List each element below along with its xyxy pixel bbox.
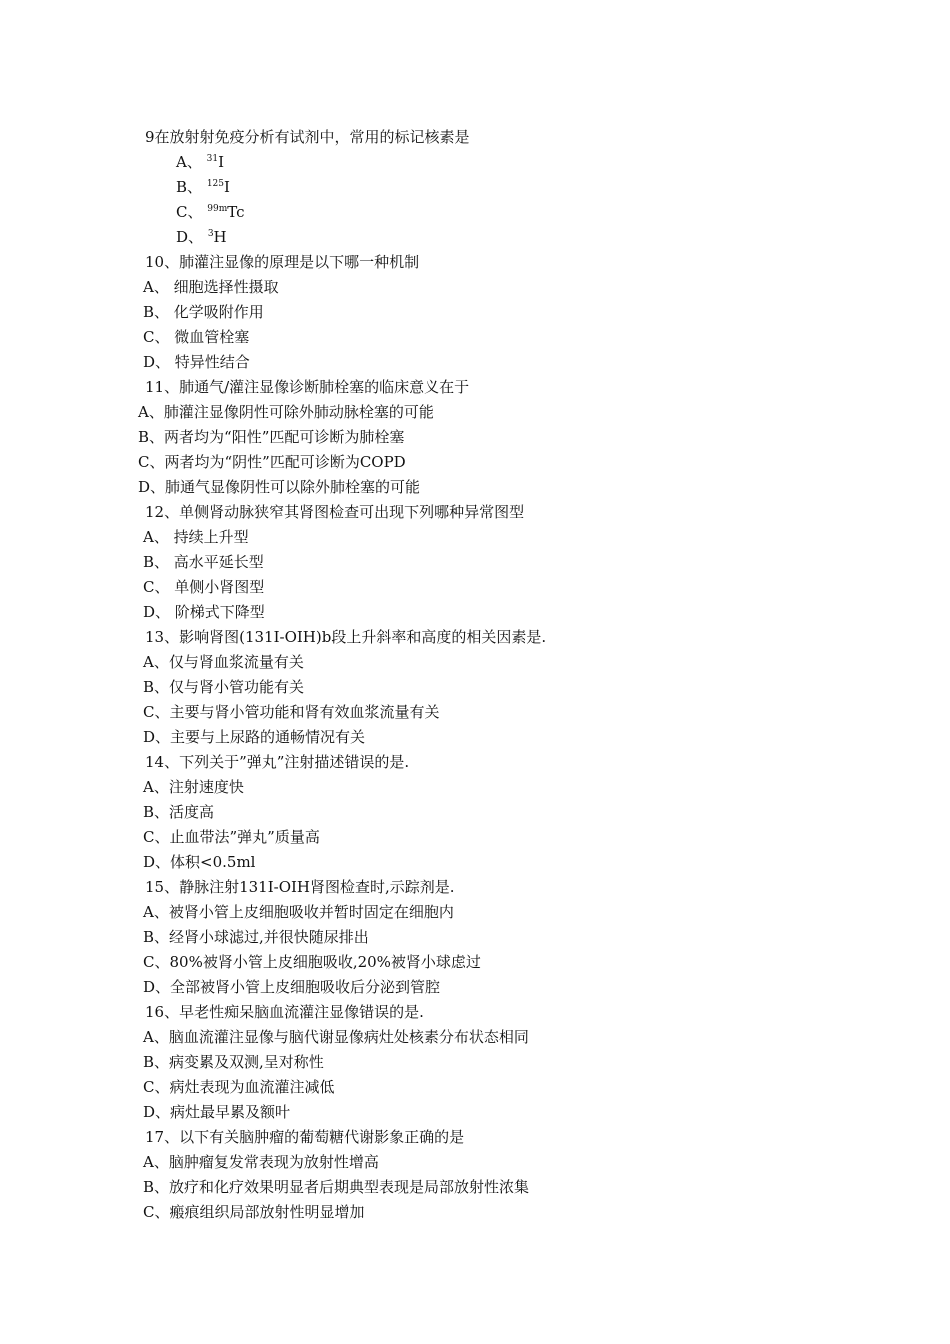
question-option: C、瘢痕组织局部放射性明显增加 bbox=[143, 1203, 365, 1221]
question-9-option-c: C、 $^{99m}$Tc bbox=[176, 203, 245, 221]
question-9-option-b: B、 $^{125}$I bbox=[176, 178, 230, 196]
question-stem: 16、早老性痴呆脑血流灌注显像错误的是. bbox=[145, 1003, 424, 1021]
question-option: A、仅与肾血浆流量有关 bbox=[143, 653, 304, 671]
question-option: A、脑血流灌注显像与脑代谢显像病灶处核素分布状态相同 bbox=[143, 1028, 529, 1046]
question-stem: 15、静脉注射131I-OIH肾图检查时,示踪剂是. bbox=[145, 878, 455, 896]
question-option: C、 单侧小肾图型 bbox=[143, 578, 265, 596]
question-option: A、被肾小管上皮细胞吸收并暂时固定在细胞内 bbox=[143, 903, 454, 921]
question-option: C、止血带法”弹丸”质量高 bbox=[143, 828, 320, 846]
question-option: B、放疗和化疗效果明显者后期典型表现是局部放射性浓集 bbox=[143, 1178, 530, 1196]
question-stem: 11、肺通气/灌注显像诊断肺栓塞的临床意义在于 bbox=[145, 378, 470, 396]
question-option: B、病变累及双测,呈对称性 bbox=[143, 1053, 324, 1071]
question-stem: 10、肺灌注显像的原理是以下哪一种机制 bbox=[145, 253, 420, 271]
question-stem: 17、以下有关脑肿瘤的葡萄糖代谢影象正确的是 bbox=[145, 1128, 465, 1146]
question-option: D、病灶最早累及额叶 bbox=[143, 1103, 291, 1121]
question-option: A、 细胞选择性摄取 bbox=[143, 278, 279, 296]
question-option: D、主要与上尿路的通畅情况有关 bbox=[143, 728, 366, 746]
question-option: C、病灶表现为血流灌注减低 bbox=[143, 1078, 335, 1096]
question-option: B、 化学吸附作用 bbox=[143, 303, 264, 321]
question-stem: 14、下列关于”弹丸”注射描述错误的是. bbox=[145, 753, 410, 771]
question-option: B、两者均为“阳性”匹配可诊断为肺栓塞 bbox=[138, 428, 405, 446]
question-option: A、注射速度快 bbox=[143, 778, 244, 796]
question-option: B、 高水平延长型 bbox=[143, 553, 264, 571]
question-option: A、肺灌注显像阴性可除外肺动脉栓塞的可能 bbox=[138, 403, 434, 421]
question-option: D、 阶梯式下降型 bbox=[143, 603, 265, 621]
question-option: A、脑肿瘤复发常表现为放射性增高 bbox=[143, 1153, 379, 1171]
question-9-stem: 9在放射射免疫分析有试剂中，常用的标记核素是 bbox=[145, 128, 470, 146]
question-option: C、主要与肾小管功能和肾有效血浆流量有关 bbox=[143, 703, 440, 721]
question-option: A、 持续上升型 bbox=[143, 528, 249, 546]
question-option: B、活度高 bbox=[143, 803, 215, 821]
question-option: C、80%被肾小管上皮细胞吸收,20%被肾小球虑过 bbox=[143, 953, 481, 971]
question-stem: 13、影响肾图(131I-OIH)b段上升斜率和高度的相关因素是. bbox=[145, 628, 547, 646]
question-9-option-a: A、 $^{31}$I bbox=[176, 153, 225, 171]
question-option: B、经肾小球滤过,并很快随尿排出 bbox=[143, 928, 369, 946]
question-option: C、两者均为“阴性”匹配可诊断为COPD bbox=[138, 453, 406, 471]
question-option: D、体积<0.5ml bbox=[143, 853, 256, 871]
question-stem: 12、单侧肾动脉狭窄其肾图检查可出现下列哪种异常图型 bbox=[145, 503, 525, 521]
question-option: B、仅与肾小管功能有关 bbox=[143, 678, 305, 696]
question-option: D、 特异性结合 bbox=[143, 353, 250, 371]
question-9-option-d: D、 $^3$H bbox=[176, 228, 227, 246]
question-option: D、肺通气显像阴性可以除外肺栓塞的可能 bbox=[138, 478, 421, 496]
question-option: C、 微血管栓塞 bbox=[143, 328, 250, 346]
question-option: D、全部被肾小管上皮细胞吸收后分泌到管腔 bbox=[143, 978, 441, 996]
